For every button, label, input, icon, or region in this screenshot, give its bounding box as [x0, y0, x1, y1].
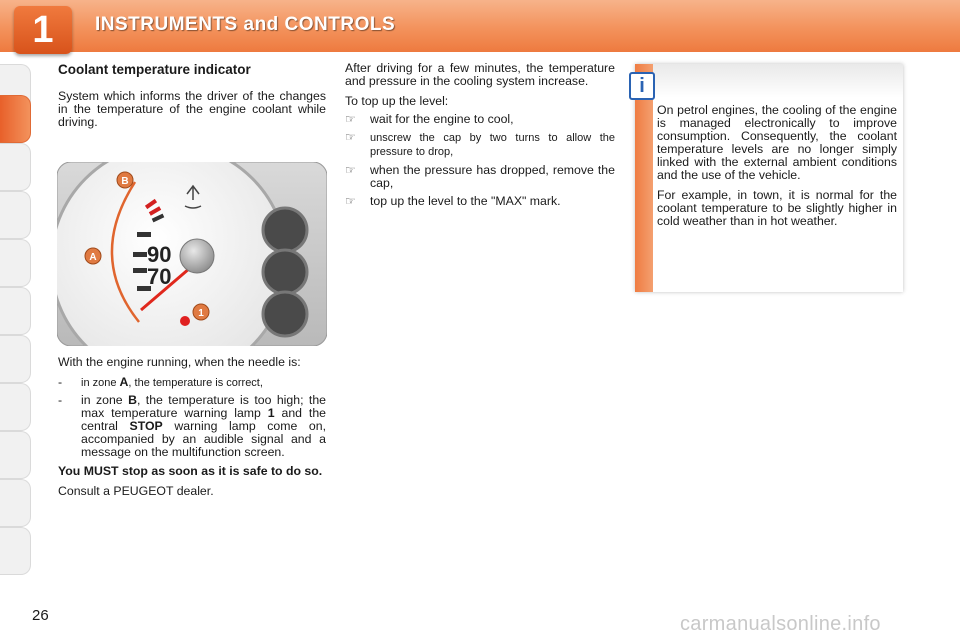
step-item	[345, 195, 615, 208]
chapter-tab[interactable]	[0, 287, 31, 335]
chapter-tab[interactable]	[0, 239, 31, 287]
callout-a-label: A	[89, 252, 97, 263]
chapter-tab[interactable]	[0, 143, 31, 191]
coolant-gauge-figure	[57, 162, 327, 346]
chapter-number-badge: 1	[14, 6, 72, 54]
zones-text	[58, 356, 326, 505]
zone-a-pre: in zone	[81, 377, 120, 389]
info-paragraph: For example, in town, it is normal for the coolant temperature to be slightly higher in cold weather than in hot weather.	[657, 188, 897, 228]
zone-b-mid1: , the temperature is too high; the max temperature warning lamp	[81, 393, 327, 420]
rear-fog-icon	[263, 250, 307, 294]
callout-1-label: 1	[198, 308, 204, 319]
step-item	[345, 131, 615, 159]
chapter-tab[interactable]	[0, 431, 31, 479]
step-text: wait for the engine to cool,	[370, 112, 514, 126]
info-icon: i	[629, 72, 655, 100]
chapter-tab[interactable]	[0, 383, 31, 431]
hazard-icon	[263, 292, 307, 336]
section-heading: Coolant temperature indicator	[58, 62, 251, 77]
zone-a-letter: A	[119, 375, 129, 389]
page-number: 26	[32, 607, 49, 624]
to-top-up: To top up the level:	[345, 94, 449, 108]
chapter-tab-active[interactable]	[0, 95, 31, 143]
watermark: carmanualsonline.info	[680, 613, 881, 635]
list-dash: -	[58, 375, 63, 389]
fog-lamp-icon	[263, 208, 307, 252]
zone-a-item	[58, 376, 326, 390]
running-intro: With the engine running, when the needle is:	[58, 355, 301, 369]
chapter-tab[interactable]	[0, 335, 31, 383]
chapter-tabs	[0, 64, 32, 576]
info-box	[635, 64, 903, 292]
consult-dealer: Consult a PEUGEOT dealer.	[58, 484, 214, 498]
pointing-hand-icon: ☞	[345, 130, 356, 144]
step-text: when the pressure has dropped, remove the cap,	[370, 163, 615, 190]
pointing-hand-icon: ☞	[345, 112, 356, 126]
pointing-hand-icon: ☞	[345, 163, 356, 177]
gauge-illustration	[57, 162, 327, 346]
stop-warning: You MUST stop as soon as it is safe to do so.	[58, 464, 323, 478]
intro-text	[58, 90, 326, 136]
step-text: top up the level to the "MAX" mark.	[370, 194, 561, 208]
zone-a-post: , the temperature is correct,	[128, 377, 263, 389]
chapter-header	[0, 0, 960, 52]
step-text: unscrew the cap by two turns to allow the pressure to drop,	[370, 132, 615, 158]
intro-paragraph: System which informs the driver of the changes in the temperature of the engine coolant while driving.	[58, 89, 326, 129]
zone-b-item	[58, 394, 326, 459]
zone-b-stop: STOP	[129, 419, 163, 433]
chapter-title: INSTRUMENTS and CONTROLS	[95, 14, 396, 35]
zone-b-pre: in zone	[81, 393, 129, 407]
zone-b-post: warning lamp come on, accompanied by an audible signal and a message on the multifunction screen.	[81, 419, 326, 459]
info-text	[657, 104, 897, 235]
middle-intro: After driving for a few minutes, the temperature and pressure in the cooling system increase.	[345, 61, 615, 88]
warning-lamp-dot	[180, 316, 190, 326]
top-up-text	[345, 62, 615, 213]
callout-b-label: B	[121, 176, 129, 187]
zone-b-mid2: and the central	[81, 406, 326, 433]
info-paragraph: On petrol engines, the cooling of the engine is managed electronically to improve consumption. Consequently, the coolant temperature levels are no longer simply linked with the external ambient conditions and the use of the vehicle.	[657, 103, 897, 182]
chapter-tab[interactable]	[0, 527, 31, 575]
info-header-band	[653, 64, 903, 98]
gauge-label-70: 70	[147, 264, 172, 289]
step-item	[345, 113, 615, 126]
gauge-label-90: 90	[147, 242, 172, 267]
chapter-tab[interactable]	[0, 191, 31, 239]
zone-b-lamp: 1	[267, 406, 275, 420]
chapter-tab[interactable]	[0, 479, 31, 527]
zone-b-letter: B	[128, 393, 137, 407]
step-item	[345, 164, 615, 190]
pointing-hand-icon: ☞	[345, 194, 356, 208]
gauge-hub	[180, 239, 214, 273]
list-dash: -	[58, 393, 63, 407]
